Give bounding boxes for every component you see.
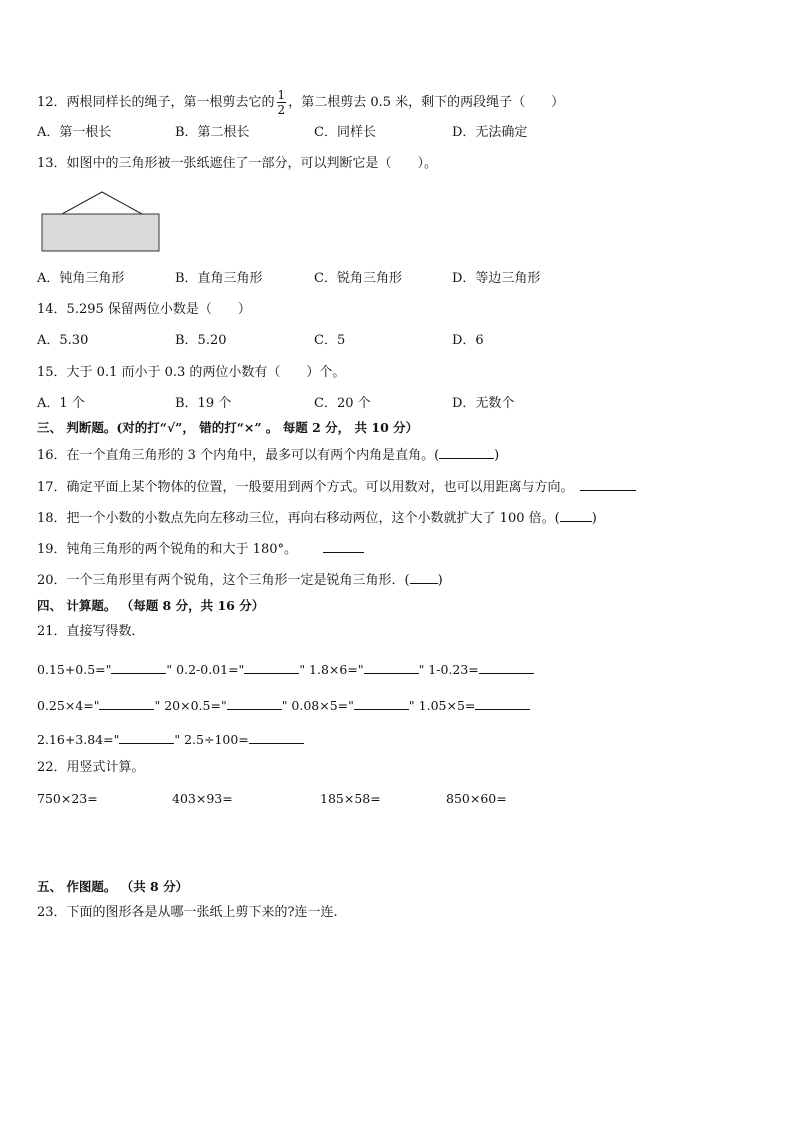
q12-option-a[interactable]: A．第一根长 <box>37 125 112 140</box>
q14-option-b[interactable]: B．5.20 <box>175 333 227 348</box>
answer-blank-19[interactable] <box>323 540 364 553</box>
question-20-text: 20．一个三角形里有两个锐角，这个三角形一定是锐角三角形．( <box>37 573 410 588</box>
answer-blank[interactable] <box>249 731 304 744</box>
calc-item: 0.15+0.5=" <box>37 662 112 677</box>
question-15: 15．大于 0.1 而小于 0.3 的两位小数有（ ）个。 <box>37 365 346 380</box>
calc-item: " 1-0.23= <box>418 662 479 677</box>
fraction-numerator: 1 <box>277 88 286 102</box>
question-12 <box>37 88 564 117</box>
question-20-close: ) <box>437 573 443 588</box>
question-17-text: 17．确定平面上某个物体的位置，一般要用到两个方式。可以用数对，也可以用距离与方向。 <box>37 480 574 495</box>
answer-blank[interactable] <box>354 697 409 710</box>
q12-option-c[interactable]: C．同样长 <box>314 125 376 140</box>
calc-item: " 2.5÷100= <box>174 732 249 747</box>
answer-blank[interactable] <box>111 661 166 674</box>
q15-option-c[interactable]: C．20 个 <box>314 396 371 411</box>
question-18-close: ) <box>591 511 597 526</box>
q13-option-c[interactable]: C．锐角三角形 <box>314 271 402 286</box>
question-18 <box>37 509 597 528</box>
answer-blank[interactable] <box>227 697 282 710</box>
fraction-denominator: 2 <box>277 103 286 117</box>
triangle-visible-edges <box>62 192 142 214</box>
q14-option-d[interactable]: D．6 <box>452 333 484 348</box>
calc-item: " 0.08×5=" <box>281 698 354 713</box>
vertical-calc-item-1: 750×23= <box>37 791 98 806</box>
q14-option-c[interactable]: C．5 <box>314 333 346 348</box>
triangle-covered-figure <box>40 190 164 254</box>
calc-item: 2.16+3.84=" <box>37 732 120 747</box>
section-4-heading: 四、 计算题。 （每题 8 分，共 16 分） <box>37 598 265 613</box>
q15-option-d[interactable]: D．无数个 <box>452 396 515 411</box>
question-21: 21．直接写得数． <box>37 624 145 639</box>
calc-item: 0.25×4=" <box>37 698 100 713</box>
question-13: 13．如图中的三角形被一张纸遮住了一部分，可以判断它是（ ）。 <box>37 156 438 171</box>
question-18-text: 18．把一个小数的小数点先向左移动三位，再向右移动两位，这个小数就扩大了 100 倍。( <box>37 511 560 526</box>
q14-option-a[interactable]: A．5.30 <box>37 333 89 348</box>
question-19 <box>37 540 364 559</box>
question-14: 14．5.295 保留两位小数是（ ） <box>37 302 251 317</box>
question-20 <box>37 571 443 590</box>
question-16-text: 16．在一个直角三角形的 3 个内角中，最多可以有两个内角是直角。( <box>37 448 440 463</box>
q13-option-a[interactable]: A．钝角三角形 <box>37 271 125 286</box>
q12-option-b[interactable]: B．第二根长 <box>175 125 250 140</box>
answer-blank-18[interactable] <box>560 509 592 522</box>
question-16-close: ) <box>494 448 500 463</box>
vertical-calc-item-2: 403×93= <box>172 791 233 806</box>
question-12-suffix: ，第二根剪去 0.5 米，剩下的两段绳子（ ） <box>288 95 565 110</box>
calc-item: " 0.2-0.01=" <box>166 662 245 677</box>
answer-blank[interactable] <box>119 731 174 744</box>
question-12-prefix: 12．两根同样长的绳子，第一根剪去它的 <box>37 95 275 110</box>
q15-option-b[interactable]: B．19 个 <box>175 396 232 411</box>
section-3-heading: 三、 判断题。(对的打“√”， 错的打“×” 。 每题 2 分， 共 10 分） <box>37 420 419 435</box>
answer-blank-17[interactable] <box>580 478 636 491</box>
question-17 <box>37 478 636 497</box>
question-22: 22．用竖式计算。 <box>37 760 145 775</box>
question-16 <box>37 446 499 465</box>
answer-blank[interactable] <box>479 661 534 674</box>
q12-option-d[interactable]: D．无法确定 <box>452 125 528 140</box>
section-5-heading: 五、 作图题。 （共 8 分） <box>37 879 189 894</box>
mental-math-row-1 <box>37 661 534 679</box>
question-23: 23．下面的图形各是从哪一张纸上剪下来的?连一连. <box>37 905 338 920</box>
fraction-one-half <box>277 88 287 117</box>
answer-blank[interactable] <box>475 697 530 710</box>
answer-blank[interactable] <box>99 697 154 710</box>
vertical-calc-item-3: 185×58= <box>320 791 381 806</box>
vertical-calc-item-4: 850×60= <box>446 791 507 806</box>
calc-item: " 1.8×6=" <box>299 662 364 677</box>
question-19-text: 19．钝角三角形的两个锐角的和大于 180°。 <box>37 542 297 557</box>
q13-option-d[interactable]: D．等边三角形 <box>452 271 541 286</box>
answer-blank-16[interactable] <box>439 446 494 459</box>
answer-blank[interactable] <box>244 661 299 674</box>
answer-blank-20[interactable] <box>410 571 438 584</box>
mental-math-row-3 <box>37 731 304 749</box>
calc-item: " 1.05×5= <box>408 698 476 713</box>
mental-math-row-2 <box>37 697 530 715</box>
answer-blank[interactable] <box>364 661 419 674</box>
covering-paper <box>42 214 159 251</box>
q13-option-b[interactable]: B．直角三角形 <box>175 271 263 286</box>
q15-option-a[interactable]: A．1 个 <box>37 396 85 411</box>
calc-item: " 20×0.5=" <box>154 698 227 713</box>
